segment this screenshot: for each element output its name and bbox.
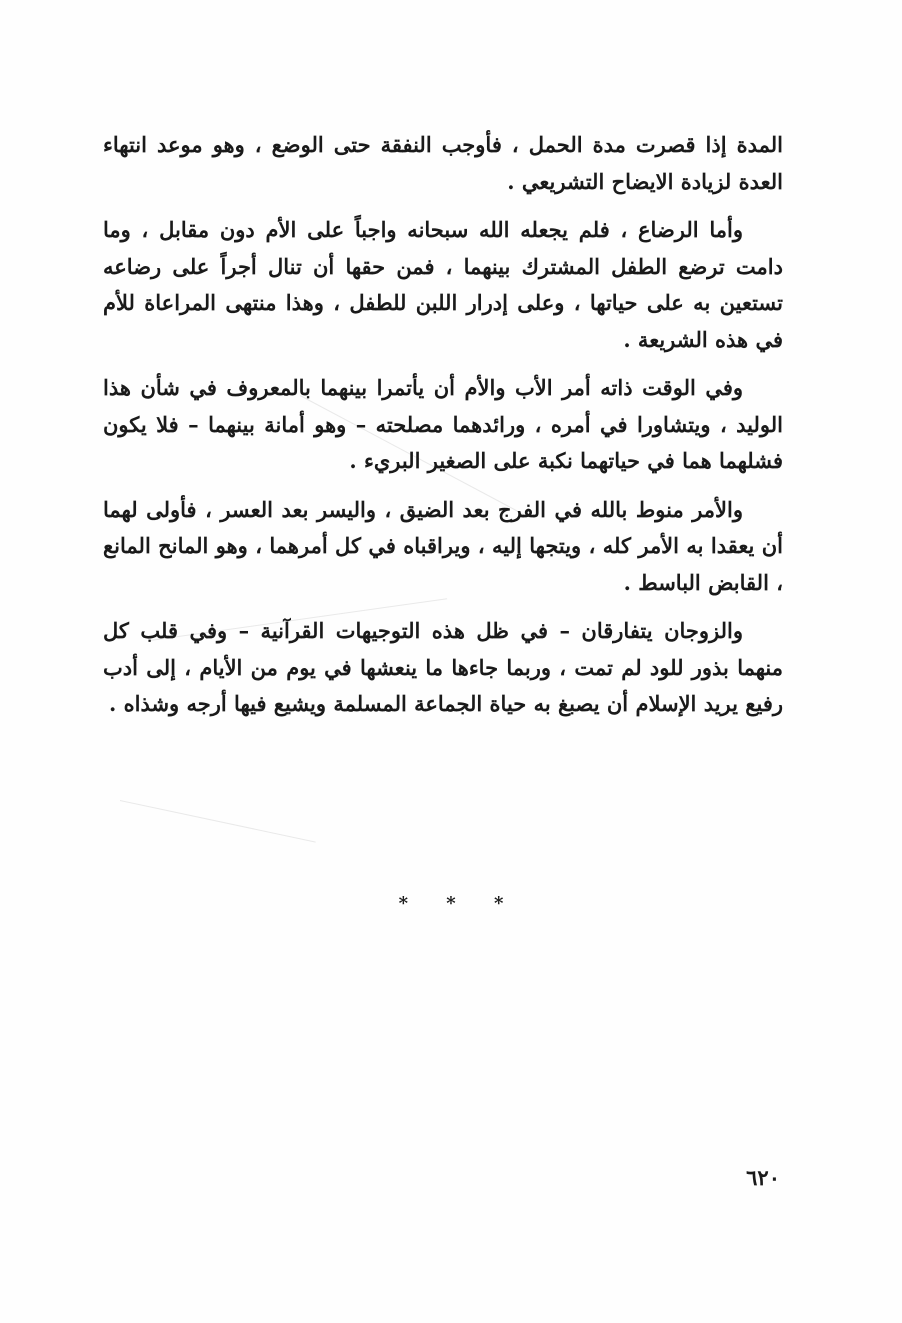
paragraph-3: وفي الوقت ذاته أمر الأب والأم أن يأتمرا بينهما بالمعروف في شأن هذا الوليد ، ويتشاورا في أمره ، ورائدهما مصلحته – وهو أمانة بينهما – فلا يكون فشلهما هما في حياتهما نكبة على الصغير البريء . (103, 375, 783, 473)
section-separator: * * * (398, 893, 520, 914)
page-number: ٦٢٠ (746, 1165, 780, 1190)
paragraph-4: والأمر منوط بالله في الفرج بعد الضيق ، واليسر بعد العسر ، فأولى لهما أن يعقدا به الأمر كله ، ويتجها إليه ، ويراقباه في كل أمرهما ، وهو المانح المانع ، القابض الباسط . (103, 496, 783, 595)
paragraph-1: المدة إذا قصرت مدة الحمل ، فأوجب النفقة حتى الوضع ، وهو موعد انتهاء العدة لزيادة الايضاح التشريعي . (103, 132, 783, 194)
paragraph-5: والزوجان يتفارقان – في ظل هذه التوجيهات القرآنية – وفي قلب كل منهما بذور للود لم تمت ، وربما جاءها ما ينعشها في يوم من الأيام ، إلى أدب رفيع يريد الإسلام أن يصبغ به حياة الجماعة المسلمة ويشيع فيها أرجه وشذاه . (103, 618, 783, 716)
scan-artifact-line (120, 800, 316, 843)
paragraph-2: وأما الرضاع ، فلم يجعله الله سبحانه واجباً على الأم دون مقابل ، وما دامت ترضع الطفل المشترك بينهما ، فمن حقها أن تنال أجراً على رضاعه تستعين به على حياتها ، وعلى إدرار اللبن للطفل ، وهذا منتهى المراعاة للأم في هذه الشريعة . (103, 217, 783, 352)
body-text (103, 127, 783, 735)
